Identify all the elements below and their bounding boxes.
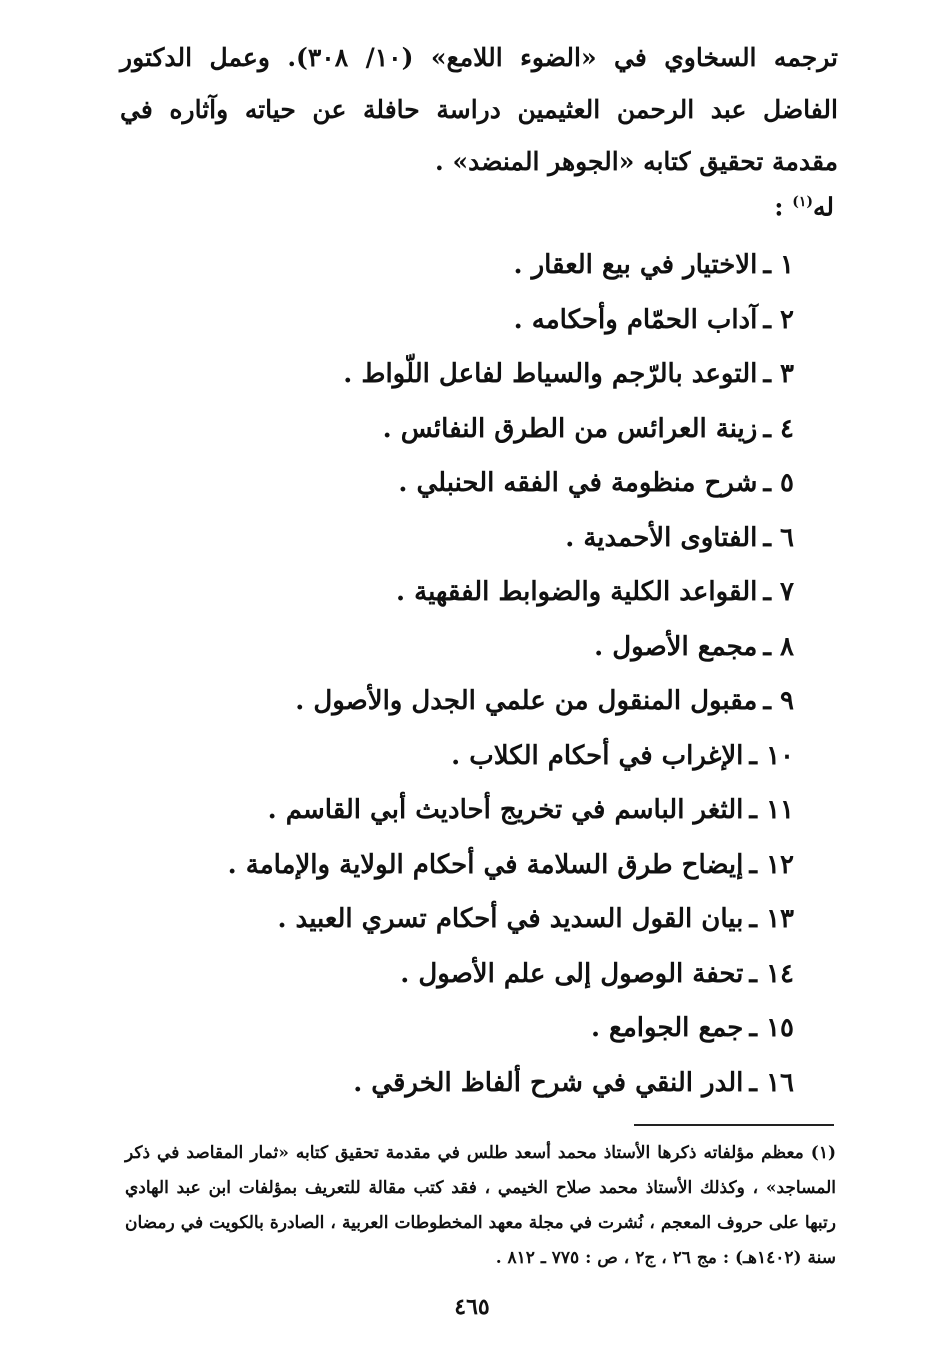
work-item — [94, 838, 794, 893]
work-title: مجمع الأصول . — [594, 631, 758, 662]
work-item — [94, 674, 794, 729]
footnote-separator — [634, 1124, 834, 1126]
work-item — [94, 729, 794, 784]
work-item — [94, 1056, 794, 1111]
work-item — [94, 892, 794, 947]
work-title: إيضاح طرق السلامة في أحكام الولاية والإمامة . — [227, 849, 744, 880]
work-title: زينة العرائس من الطرق النفائس . — [382, 413, 758, 444]
work-title: جمع الجوامع . — [590, 1013, 744, 1043]
work-number: ٢ ـ — [763, 304, 794, 335]
work-number: ٩ ـ — [763, 686, 794, 716]
page-number: ٤٦٥ — [454, 1294, 490, 1320]
work-title: الثغر الباسم في تخريج أحاديث أبي القاسم . — [267, 795, 744, 825]
work-title: شرح منظومة في الفقه الحنبلي . — [398, 468, 758, 498]
work-title: آداب الحمّام وأحكامه . — [513, 304, 758, 335]
works-list — [94, 238, 794, 1110]
body-text — [120, 32, 838, 188]
work-number: ١٠ ـ — [749, 740, 794, 771]
footnote — [125, 1136, 836, 1276]
footnote-text: (١) معظم مؤلفاته ذكرها الأستاذ محمد أسعد طلس في مقدمة تحقيق كتابه «ثمار المقاصد في ذكر المساجد» ، وكذلك الأستاذ محمد صلاح الخيمي ، فقد كتب مقالة للتعريف بمؤلفات ابن عبد الهادي رتبها على حروف المعجم ، نُشرت في مجلة معهد المخطوطات العربية ، الصادرة بالكويت في رمضان سنة (١٤٠٢هـ) : مج ٢٦ ، ج٢ ، ص : ٧٧٥ ـ ٨١٢ . — [125, 1143, 836, 1268]
work-title: الاختيار في بيع العقار . — [513, 250, 758, 280]
work-title: الفتاوى الأحمدية . — [565, 522, 758, 553]
works-intro — [774, 182, 834, 227]
work-item — [94, 565, 794, 620]
work-number: ١ ـ — [763, 250, 794, 280]
work-item — [94, 402, 794, 457]
work-title: الدر النقي في شرح ألفاظ الخرقي . — [353, 1067, 744, 1098]
work-item — [94, 1001, 794, 1056]
work-number: ١٤ ـ — [749, 958, 794, 989]
work-number: ٥ ـ — [763, 468, 794, 498]
work-number: ٧ ـ — [763, 577, 794, 607]
work-number: ٣ ـ — [763, 359, 794, 389]
work-number: ٤ ـ — [763, 413, 794, 444]
work-item — [94, 238, 794, 293]
work-title: الإغراب في أحكام الكلاب . — [451, 740, 744, 771]
work-number: ١١ ـ — [749, 795, 794, 825]
work-item — [94, 511, 794, 566]
work-item — [94, 347, 794, 402]
work-item — [94, 947, 794, 1002]
work-item — [94, 456, 794, 511]
biography-paragraph: ترجمه السخاوي في «الضوء اللامع» (١٠/ ٣٠٨). وعمل الدكتور الفاضل عبد الرحمن العثيمين دراسة حافلة عن حياته وآثاره في مقدمة تحقيق كتابه «الجوهر المنضد» . — [120, 43, 838, 176]
work-number: ١٥ ـ — [749, 1013, 794, 1043]
work-title: تحفة الوصول إلى علم الأصول . — [400, 958, 744, 989]
work-title: بيان القول السديد في أحكام تسري العبيد . — [277, 904, 744, 934]
work-item — [94, 293, 794, 348]
work-number: ٨ ـ — [763, 631, 794, 662]
work-item — [94, 620, 794, 675]
work-number: ١٢ ـ — [749, 849, 794, 880]
works-intro-label: له — [812, 192, 834, 222]
work-title: التوعد بالرّجم والسياط لفاعل اللّواط . — [343, 359, 758, 389]
footnote-reference: (١) — [792, 194, 813, 210]
work-number: ١٣ ـ — [749, 904, 794, 934]
works-intro-colon: : — [774, 192, 784, 222]
work-item — [94, 783, 794, 838]
work-title: القواعد الكلية والضوابط الفقهية . — [396, 577, 758, 607]
work-title: مقبول المنقول من علمي الجدل والأصول . — [295, 686, 758, 716]
work-number: ٦ ـ — [763, 522, 794, 553]
work-number: ١٦ ـ — [749, 1067, 794, 1098]
